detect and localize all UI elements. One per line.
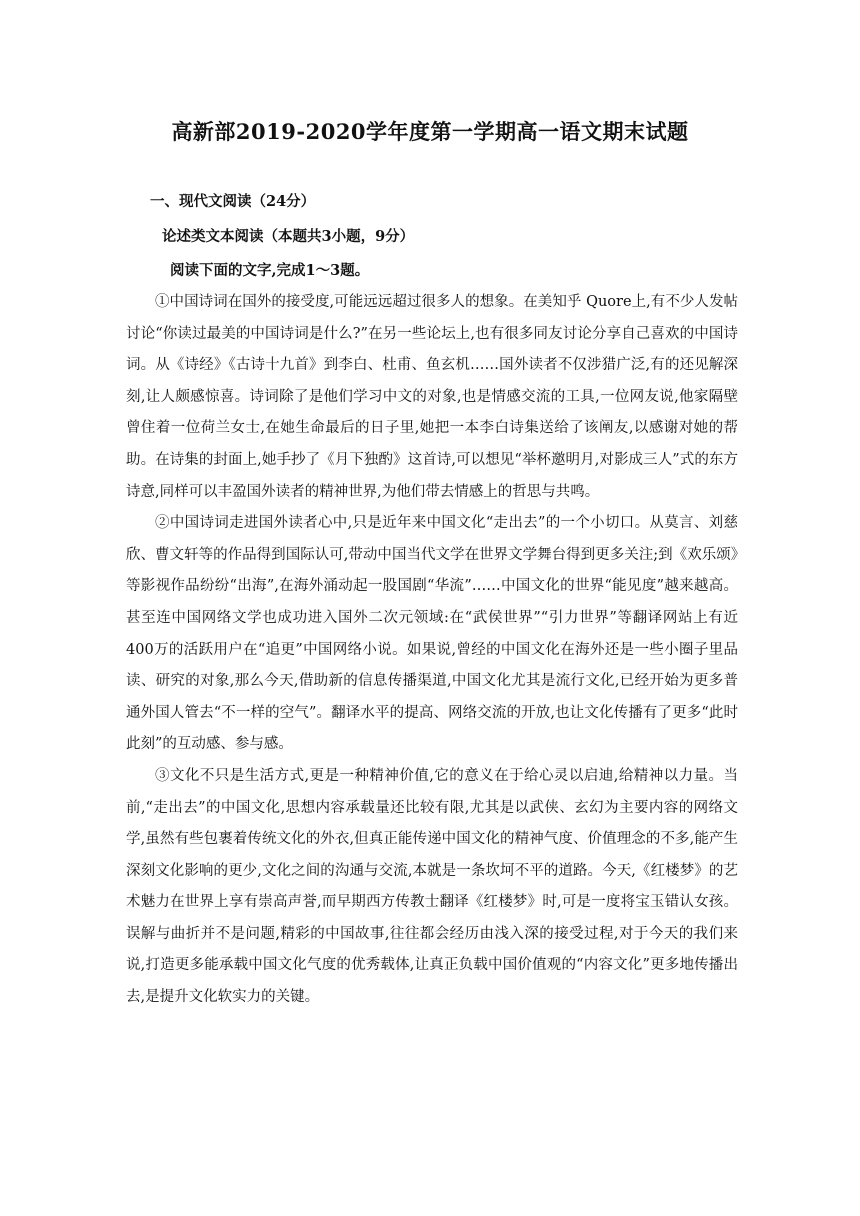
passage-paragraph-1: ①中国诗词在国外的接受度,可能远远超过很多人的想象。在美知乎 Quore上,有不少人发帖讨论“你读过最美的中国诗词是什么?”在另一些论坛上,也有很多同友讨论分享自己喜欢的中国诗词。从《诗经》《古诗十九首》到李白、杜甫、鱼玄机……国外读者不仅涉猎广泛,有的还见解深刻,让人颇感惊喜。诗词除了是他们学习中文的对象,也是情感交流的工具,一位网友说,他家隔壁曾住着一位荷兰女士,在她生命最后的日子里,她把一本李白诗集送给了该阐友,以感谢对她的帮助。在诗集的封面上,她手抄了《月下独酌》这首诗,可以想见“举杯邀明月,对影成三人”式的东方诗意,同样可以丰盈国外读者的精神世界,为他们带去情感上的哲思与共鸣。 [126,294,738,500]
section-heading: 一、现代文阅读（24分） [150,193,316,210]
passage-paragraph-2: ②中国诗词走进国外读者心中,只是近年来中国文化“走出去”的一个小切口。从莫言、刘慈欣、曹文轩等的作品得到国际认可,带动中国当代文学在世界文学舞台得到更多关注;到《欢乐颂》等影视作品纷纷“出海”,在海外涌动起一股国剧“华流”……中国文化的世界“能见度”越来越高。甚至连中国网络文学也成功进入国外二次元领域:在“武侯世界”“引力世界”等翻译网站上有近400万的活跃用户在“追更”中国网络小说。如果说,曾经的中国文化在海外还是一些小圈子里品读、研究的对象,那么今天,借助新的信息传播渠道,中国文化尤其是流行文化,已经开始为更多普通外国人管去“不一样的空气”。翻译水平的提高、网络交流的开放,也让文化传播有了更多“此时此刻”的互动感、参与感。 [126,515,738,753]
reading-instruction: 阅读下面的文字,完成1～3题。 [170,262,370,279]
reading-passage [126,287,738,1014]
exam-title: 高新部2019-2020学年度第一学期高一语文期末试题 [171,119,689,144]
passage-paragraph-3: ③文化不只是生活方式,更是一种精神价值,它的意义在于给心灵以启迪,给精神以力量。当前,“走出去”的中国文化,思想内容承载量还比较有限,尤其是以武侠、玄幻为主要内容的网络文学,虽然有些包裹着传统文化的外衣,但真正能传递中国文化的精神气度、价值理念的不多,能产生深刻文化影响的更少,文化之间的沟通与交流,本就是一条坎坷不平的道路。今天,《红楼梦》的艺术魅力在世界上享有崇高声誉,而早期西方传教士翻译《红楼梦》时,可是一度将宝玉错认女孩。误解与曲折并不是问题,精彩的中国故事,往往都会经历由浅入深的接受过程,对于今天的我们来说,打造更多能承载中国文化气度的优秀载体,让真正负载中国价值观的“内容文化”更多地传播出去,是提升文化软实力的关键。 [126,767,738,1006]
subsection-heading: 论述类文本阅读（本题共3小题，9分） [162,228,415,245]
